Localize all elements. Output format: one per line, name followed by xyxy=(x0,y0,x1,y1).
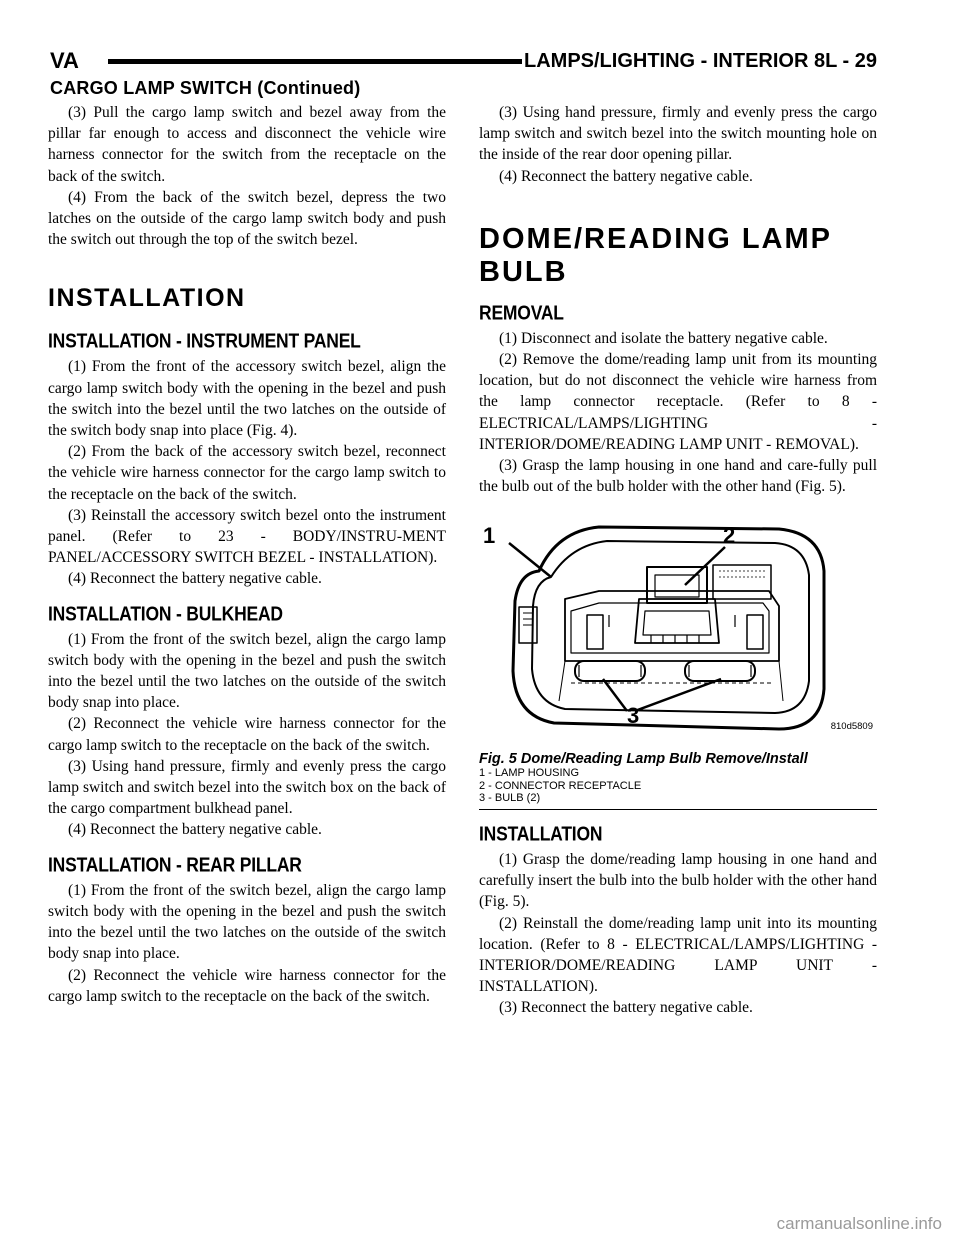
header-model-code: VA xyxy=(50,48,79,73)
paragraph: (1) From the front of the switch bezel, align the cargo lamp switch body with the opening in the bezel and push the switch into the bezel until the two latches on the outside of the switch body snap into place. xyxy=(48,630,446,712)
legend-item: 2 - CONNECTOR RECEPTACLE xyxy=(479,779,642,792)
paragraph: (3) Pull the cargo lamp switch and bezel away from the pillar far enough to access and disconnect the vehicle wire harness connector for the switch from the receptacle on the back of the switch. xyxy=(48,104,446,185)
figure-caption: Fig. 5 Dome/Reading Lamp Bulb Remove/Install xyxy=(479,751,808,768)
paragraph: (2) From the back of the accessory switch bezel, reconnect the vehicle wire harness connector for the cargo lamp switch to the receptacle on the back of the switch. xyxy=(48,443,446,503)
header-rule xyxy=(108,59,522,64)
header-section-title: LAMPS/LIGHTING - INTERIOR 8L - 29 xyxy=(524,50,877,72)
legend-item: 3 - BULB (2) xyxy=(479,792,541,805)
continued-heading: CARGO LAMP SWITCH (Continued) xyxy=(50,78,361,98)
figure-5 xyxy=(479,511,877,747)
paragraph: (3) Grasp the lamp housing in one hand and care-fully pull the bulb out of the bulb holder with the other hand (Fig. 5). xyxy=(479,457,877,496)
legend-item: 1 - LAMP HOUSING xyxy=(479,767,580,780)
paragraph: (1) Grasp the dome/reading lamp housing in one hand and carefully insert the bulb into the bulb holder with the other hand (Fig. 5). xyxy=(479,850,877,911)
watermark: carmanualsonline.info xyxy=(776,1214,942,1233)
callout-3: 3 xyxy=(627,703,640,729)
paragraph: (4) Reconnect the battery negative cable. xyxy=(68,570,322,588)
paragraph: (2) Reconnect the vehicle wire harness connector for the cargo lamp switch to the receptacle on the back of the switch. xyxy=(48,715,446,754)
paragraph: (3) Using hand pressure, firmly and evenly press the cargo lamp switch and switch bezel into the switch box on the back of the cargo compartment bulkhead panel. xyxy=(48,757,446,818)
right-column xyxy=(479,102,877,1019)
paragraph: (3) Reconnect the battery negative cable. xyxy=(499,999,753,1017)
paragraph: (1) From the front of the accessory switch bezel, align the cargo lamp switch body with the opening in the bezel and push the switch into the bezel until the two latches on the outside of the switch body snap into place (Fig. 4). xyxy=(48,358,446,440)
paragraph: (3) Using hand pressure, firmly and evenly press the cargo lamp switch and switch bezel into the switch mounting hole on the inside of the rear door opening pillar. xyxy=(479,104,877,164)
dome-lamp-heading: DOME/READING LAMP BULB xyxy=(479,222,832,288)
left-column xyxy=(48,102,446,1007)
removal-heading: REMOVAL xyxy=(479,300,564,324)
paragraph: (1) Disconnect and isolate the battery negative cable. xyxy=(499,329,828,347)
figure-part-number: 810d5809 xyxy=(830,721,873,733)
callout-2: 2 xyxy=(723,523,736,549)
figure-divider xyxy=(479,809,877,810)
installation-heading: INSTALLATION xyxy=(48,284,246,313)
page-header xyxy=(50,48,877,76)
paragraph: (2) Remove the dome/reading lamp unit from its mounting location, but do not disconnect the vehicle wire harness from the lamp connector receptacle. (Refer to 8 - ELECTRICAL/LAMPS/LIGHTING - INTERIOR/DOME/READING LAMP UNIT - REMOVAL). xyxy=(479,351,877,453)
instrument-panel-heading: INSTALLATION - INSTRUMENT PANEL xyxy=(48,329,361,353)
paragraph: (2) Reconnect the vehicle wire harness connector for the cargo lamp switch to the receptacle on the back of the switch. xyxy=(48,966,446,1005)
paragraph: (4) Reconnect the battery negative cable. xyxy=(499,167,753,185)
callout-1: 1 xyxy=(483,523,496,549)
paragraph: (4) From the back of the switch bezel, depress the two latches on the outside of the cargo lamp switch body and push the switch out through the top of the switch bezel. xyxy=(48,188,446,249)
paragraph: (1) From the front of the switch bezel, align the cargo lamp switch body with the opening in the bezel and push the switch into the bezel until the two latches on the outside of the switch body snap into place. xyxy=(48,881,446,963)
installation-subheading: INSTALLATION xyxy=(479,821,603,845)
dome-lamp-illustration xyxy=(479,511,877,747)
paragraph: (2) Reinstall the dome/reading lamp unit into its mounting location. (Refer to 8 - ELECTRICAL/LAMPS/LIGHTING - INTERIOR/DOME/READING LAMP UNIT - INSTALLATION). xyxy=(479,914,877,996)
bulkhead-heading: INSTALLATION - BULKHEAD xyxy=(48,601,283,625)
paragraph: (3) Reinstall the accessory switch bezel onto the instrument panel. (Refer to 23 - BODY/INSTRU-MENT PANEL/ACCESSORY SWITCH BEZEL - INSTALLATION). xyxy=(48,506,446,567)
rear-pillar-heading: INSTALLATION - REAR PILLAR xyxy=(48,852,302,876)
figure-legend xyxy=(479,767,877,805)
paragraph: (4) Reconnect the battery negative cable. xyxy=(68,821,322,839)
